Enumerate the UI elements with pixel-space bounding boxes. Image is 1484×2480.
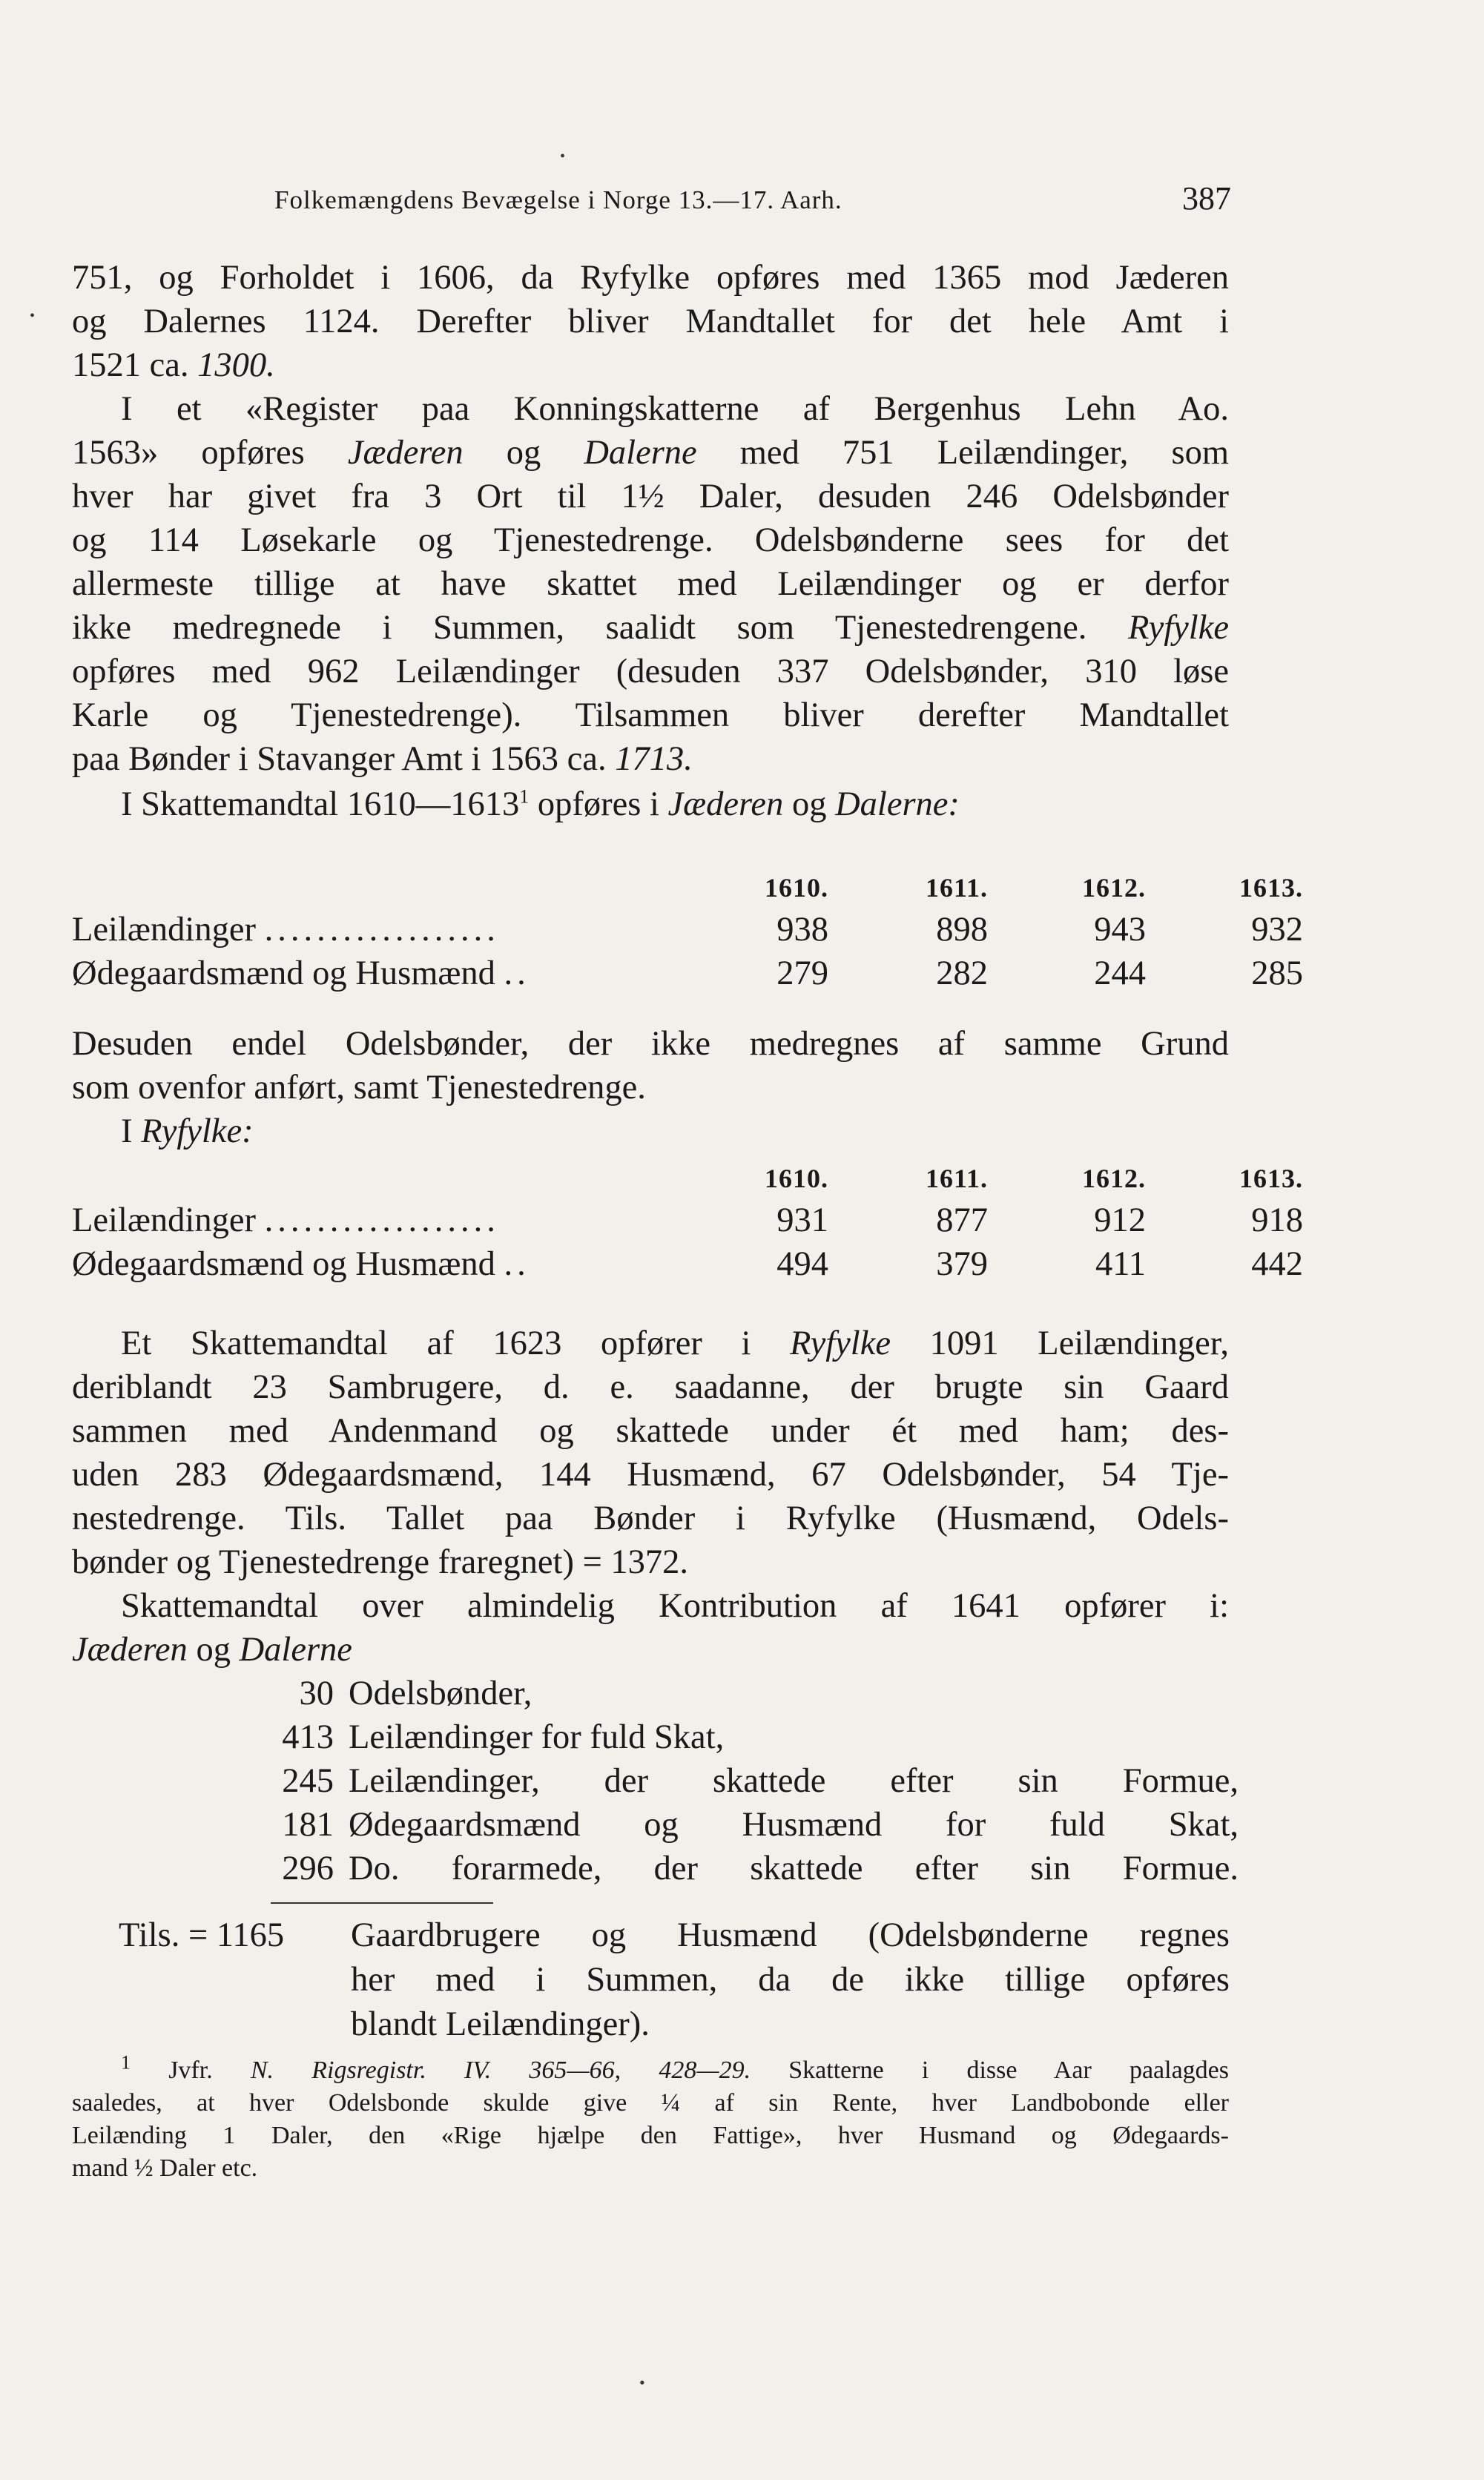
footnote-line: Leilænding 1 Daler, den «Rige hjælpe den Fattige», hver Husmand og Ødegaards- <box>72 2122 1229 2149</box>
text-line: opføres med 962 Leilændinger (desuden 337 Odelsbønder, 310 løse <box>72 653 1229 690</box>
text-line: blandt Leilændinger). <box>351 2005 650 2043</box>
cell-value: 898 <box>936 911 988 949</box>
table-header-row <box>72 1157 1303 1198</box>
sum-rule <box>271 1902 493 1904</box>
text-line: ikke medregnede i Summen, saalidt som Tjenestedrengene. Ryfylke <box>72 609 1229 647</box>
ink-speck: • <box>639 2373 645 2392</box>
text-line: I et «Register paa Konningskatterne af Bergenhus Lehn Ao. <box>121 390 1229 428</box>
table-row <box>72 1198 1303 1242</box>
text-line: Karle og Tjenestedrenge). Tilsammen bliver derefter Mandtallet <box>72 696 1229 734</box>
page-number: 387 <box>1182 180 1231 217</box>
cell-value: 442 <box>1251 1245 1303 1283</box>
footnote-number: 1 <box>121 2051 131 2074</box>
text-line: 751, og Forholdet i 1606, da Ryfylke opføres med 1365 mod Jæderen <box>72 259 1229 297</box>
year-header: 1613. <box>1239 873 1303 903</box>
cell-value: 877 <box>936 1201 988 1239</box>
row-label: Ødegaardsmænd og Husmænd .. <box>72 1245 530 1283</box>
list-text: Leilændinger, der skattede efter sin Formue, <box>349 1762 1239 1800</box>
table-row <box>72 1242 1303 1286</box>
year-header: 1612. <box>1082 873 1146 903</box>
list-number: 245 <box>282 1762 334 1800</box>
text-line: Desuden endel Odelsbønder, der ikke medregnes af samme Grund <box>72 1025 1229 1063</box>
table-row <box>72 908 1303 952</box>
text-line: Jæderen og Dalerne <box>72 1631 352 1669</box>
text-line: allermeste tillige at have skattet med Leilændinger og er derfor <box>72 565 1229 603</box>
year-header: 1610. <box>765 1164 828 1193</box>
total-text <box>351 1913 1230 2047</box>
cell-value: 279 <box>776 954 828 992</box>
text-line: I Ryfylke: <box>121 1112 254 1150</box>
list-text: Ødegaardsmænd og Husmænd for fuld Skat, <box>349 1806 1239 1844</box>
cell-value: 932 <box>1251 911 1303 949</box>
row-label: Leilændinger .................. <box>72 1201 500 1239</box>
cell-value: 285 <box>1251 954 1303 992</box>
footnote <box>72 2051 1229 2185</box>
text-line: 1563» opføres Jæderen og Dalerne med 751 Leilændinger, som <box>72 434 1229 472</box>
text-line: sammen med Andenmand og skattede under ét med ham; des- <box>72 1412 1229 1450</box>
text-line: uden 283 Ødegaardsmænd, 144 Husmænd, 67 Odelsbønder, 54 Tje- <box>72 1456 1229 1494</box>
text-line: her med i Summen, da de ikke tillige opføres <box>351 1961 1230 1999</box>
list-number: 296 <box>282 1850 334 1887</box>
list-text: Odelsbønder, <box>349 1675 532 1712</box>
ink-speck: • <box>30 308 36 324</box>
year-header: 1610. <box>765 873 828 903</box>
year-header: 1612. <box>1082 1164 1146 1193</box>
text-line: som ovenfor anført, samt Tjenestedrenge. <box>72 1069 646 1107</box>
year-header: 1611. <box>925 873 988 903</box>
skattemandtal-intro <box>72 782 1229 826</box>
list-item <box>274 1715 1239 1759</box>
cell-value: 943 <box>1094 911 1146 949</box>
text-line: nestedrenge. Tils. Tallet paa Bønder i Ryfylke (Husmænd, Odels- <box>72 1500 1229 1537</box>
intro-paragraph <box>72 256 1229 387</box>
text-line: Gaardbrugere og Husmænd (Odelsbønderne regnes <box>351 1916 1230 1954</box>
running-title: Folkemængdens Bevægelse i Norge 13.—17. Aarh. <box>274 185 842 214</box>
list-item <box>274 1759 1239 1803</box>
cell-value: 931 <box>776 1201 828 1239</box>
table-jaederen <box>72 866 1303 995</box>
running-header <box>274 180 1253 230</box>
text-line: bønder og Tjenestedrenge fraregnet) = 1372. <box>72 1543 689 1581</box>
kontribution-paragraph <box>72 1584 1229 1672</box>
table-ryfylke <box>72 1157 1303 1286</box>
text-line: I Skattemandtal 1610—1613$^1$ opføres i Jæderen og Dalerne: <box>121 785 960 823</box>
cell-value: 244 <box>1094 954 1146 992</box>
list-item <box>274 1847 1239 1890</box>
register-paragraph <box>72 387 1229 781</box>
cell-value: 912 <box>1094 1201 1146 1239</box>
text-line: paa Bønder i Stavanger Amt i 1563 ca. 1713. <box>72 740 693 778</box>
text-line: Et Skattemandtal af 1623 opfører i Ryfylke 1091 Leilændinger, <box>121 1325 1229 1362</box>
row-label: Leilændinger .................. <box>72 911 500 949</box>
footnote-line: $^1$ Jvfr. N. Rigsregistr. IV. 365—66, 428—29. Skatterne i disse Aar paalagdes <box>121 2051 1229 2084</box>
desuden-paragraph <box>72 1022 1229 1153</box>
total-lead: Tils. = 1165 <box>119 1916 285 1954</box>
cell-value: 494 <box>776 1245 828 1283</box>
kontribution-list <box>274 1672 1239 1890</box>
list-number: 413 <box>282 1718 334 1756</box>
cell-value: 411 <box>1095 1245 1146 1283</box>
skattemandtal-1623-paragraph <box>72 1322 1229 1584</box>
list-item <box>274 1672 1239 1715</box>
text-line: hver har givet fra 3 Ort til 1½ Daler, desuden 246 Odelsbønder <box>72 478 1229 515</box>
list-item <box>274 1803 1239 1847</box>
table-row <box>72 952 1303 995</box>
table-header-row <box>72 866 1303 908</box>
cell-value: 282 <box>936 954 988 992</box>
ink-speck: • <box>560 148 566 165</box>
row-label: Ødegaardsmænd og Husmænd .. <box>72 954 530 992</box>
list-text: Leilændinger for fuld Skat, <box>349 1718 725 1756</box>
footnote-line: mand ½ Daler etc. <box>72 2154 258 2182</box>
text-line: og 114 Løsekarle og Tjenestedrenge. Odelsbønderne sees for det <box>72 521 1229 559</box>
text-line: 1521 ca. 1300. <box>72 346 275 384</box>
list-number: 30 <box>299 1675 334 1712</box>
year-header: 1613. <box>1239 1164 1303 1193</box>
footnote-line: saaledes, at hver Odelsbonde skulde give ¼ af sin Rente, hver Landbobonde eller <box>72 2089 1229 2117</box>
text-line: deriblandt 23 Sambrugere, d. e. saadanne, der brugte sin Gaard <box>72 1368 1229 1406</box>
year-header: 1611. <box>925 1164 988 1193</box>
list-text: Do. forarmede, der skattede efter sin Formue. <box>349 1850 1239 1887</box>
list-number: 181 <box>282 1806 334 1844</box>
cell-value: 918 <box>1251 1201 1303 1239</box>
cell-value: 379 <box>936 1245 988 1283</box>
text-line: Skattemandtal over almindelig Kontribution af 1641 opfører i: <box>121 1587 1229 1625</box>
cell-value: 938 <box>776 911 828 949</box>
footnote-ref: 1 <box>519 785 530 808</box>
text-line: og Dalernes 1124. Derefter bliver Mandtallet for det hele Amt i <box>72 303 1229 340</box>
